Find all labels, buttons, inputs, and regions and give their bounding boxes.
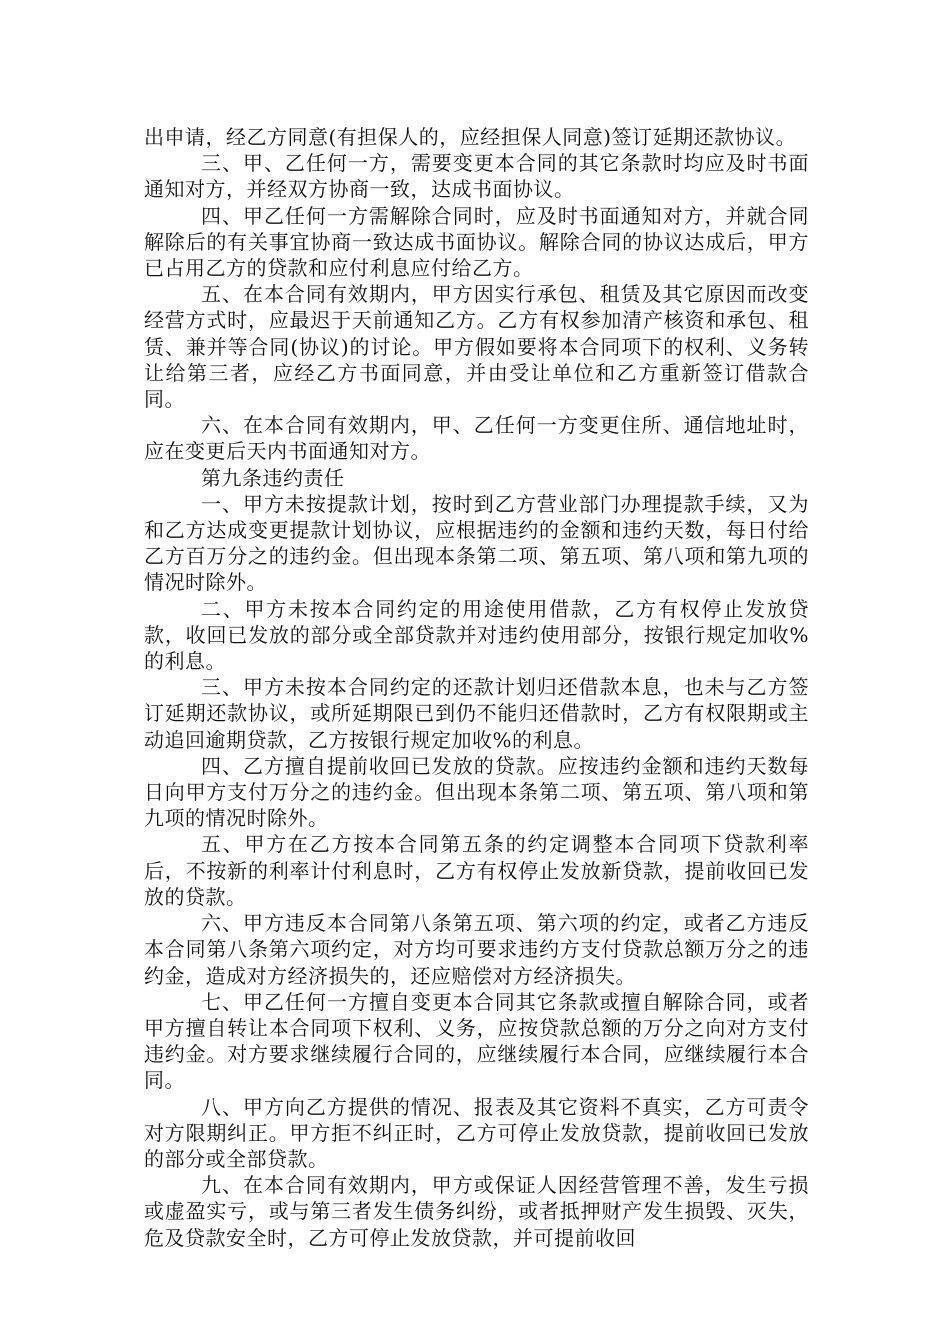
- paragraph-clause-4: 四、甲乙任何一方需解除合同时，应及时书面通知对方，并就合同解除后的有关事宜协商一致达成书面协议。解除合同的协议达成后，甲方已占用乙方的贷款和应付利息应付给乙方。: [144, 203, 809, 281]
- paragraph-breach-9: 九、在本合同有效期内，甲方或保证人因经营管理不善，发生亏损或虚盈实亏，或与第三者发生债务纠纷，或者抵押财产发生损毁、灭失，危及贷款安全时，乙方可停止发放贷款，并可提前收回: [144, 1173, 809, 1250]
- document-body: [144, 124, 809, 1251]
- paragraph-breach-8: 八、甲方向乙方提供的情况、报表及其它资料不真实，乙方可责令对方限期纠正。甲方拒不纠正时，乙方可停止发放贷款，提前收回已发放的部分或全部贷款。: [144, 1094, 809, 1171]
- paragraph-breach-5: 五、甲方在乙方按本合同第五条的约定调整本合同项下贷款利率后，不按新的利率计付利息时，乙方有权停止发放新贷款，提前收回已发放的贷款。: [144, 832, 809, 909]
- paragraph-clause-6: 六、在本合同有效期内，甲、乙任何一方变更住所、通信地址时，应在变更后天内书面通知对方。: [144, 413, 809, 464]
- paragraph-breach-3: 三、甲方未按本合同约定的还款计划归还借款本息，也未与乙方签订延期还款协议，或所延期限已到仍不能归还借款时，乙方有权限期或主动追回逾期贷款，乙方按银行规定加收%的利息。: [144, 675, 809, 752]
- paragraph-breach-6: 六、甲方违反本合同第八条第五项、第六项的约定，或者乙方违反本合同第八条第六项约定，对方均可要求违约方支付贷款总额万分之的违约金，造成对方经济损失的，还应赔偿对方经济损失。: [144, 911, 809, 988]
- paragraph-breach-2: 二、甲方未按本合同约定的用途使用借款，乙方有权停止发放贷款，收回已发放的部分或全部贷款并对违约使用部分，按银行规定加收%的利息。: [144, 596, 809, 674]
- paragraph-clause-5: 五、在本合同有效期内，甲方因实行承包、租赁及其它原因而改变经营方式时，应最迟于天前通知乙方。乙方有权参加清产核资和承包、租赁、兼并等合同(协议)的讨论。甲方假如要将本合同项下的权利、义务转让给第三者，应经乙方书面同意，并由受让单位和乙方重新签订借款合同。: [144, 282, 809, 412]
- paragraph-breach-7: 七、甲乙任何一方擅自变更本合同其它条款或擅自解除合同，或者甲方擅自转让本合同项下权利、义务，应按贷款总额的万分之向对方支付违约金。对方要求继续履行合同的，应继续履行本合同，应继续履行本合同。: [144, 989, 809, 1093]
- section-heading-article-9: 第九条违约责任: [201, 465, 345, 490]
- paragraph-breach-4: 四、乙方擅自提前收回已发放的贷款。应按违约金额和违约天数每日向甲方支付万分之的违约金。但出现本条第二项、第五项、第八项和第九项的情况时除外。: [144, 753, 809, 831]
- paragraph-clause-3: 三、甲、乙任何一方，需要变更本合同的其它条款时均应及时书面通知对方，并经双方协商一致，达成书面协议。: [144, 151, 809, 202]
- paragraph-continuation: 出申请，经乙方同意(有担保人的，应经担保人同意)签订延期还款协议。: [144, 125, 797, 149]
- paragraph-breach-1: 一、甲方未按提款计划，按时到乙方营业部门办理提款手续，又为和乙方达成变更提款计划协议，应根据违约的金额和违约天数，每日付给乙方百万分之的违约金。但出现本条第二项、第五项、第八项和第九项的情况时除外。: [144, 491, 809, 595]
